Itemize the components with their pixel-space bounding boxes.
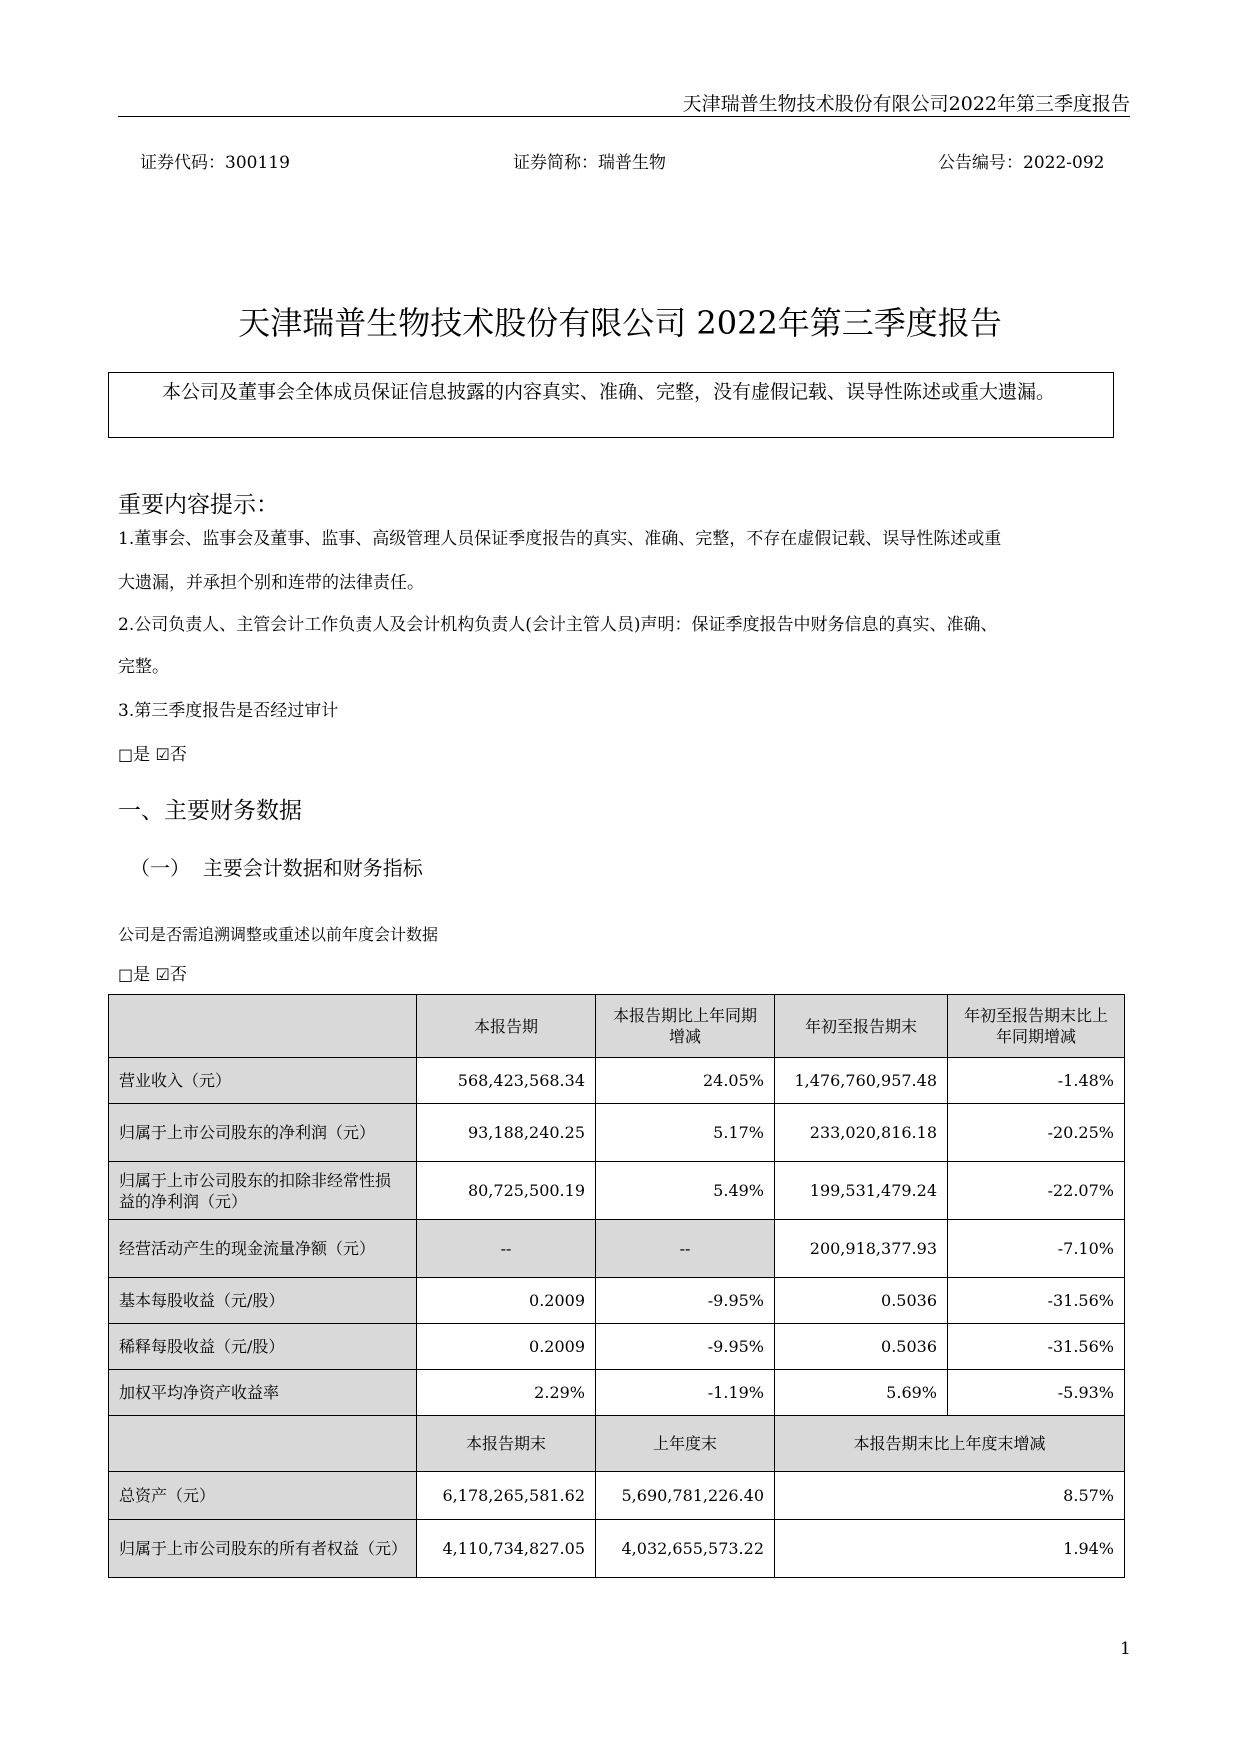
important-item-1-line-1: 1.董事会、监事会及董事、监事、高级管理人员保证季度报告的真实、准确、完整，不存在虚假记载、误导性陈述或重: [118, 529, 1002, 549]
table-row: [109, 1278, 1125, 1324]
financial-data-table: [108, 994, 1125, 1578]
board-notice: 本公司及董事会全体成员保证信息披露的内容真实、准确、完整，没有虚假记载、误导性陈述或重大遗漏。: [108, 372, 1114, 438]
table-cell: 1.94%: [775, 1520, 1125, 1578]
audit-yes-checkbox[interactable]: □: [118, 745, 134, 764]
table-cell: -31.56%: [948, 1278, 1125, 1324]
table-cell: -1.19%: [596, 1370, 775, 1416]
restate-yes-label: 是: [133, 965, 151, 985]
restate-no-label: 否: [169, 965, 187, 985]
table-cell: 93,188,240.25: [417, 1104, 596, 1162]
table-cell: -22.07%: [948, 1162, 1125, 1220]
table-cell: 4,032,655,573.22: [596, 1520, 775, 1578]
row-label: 经营活动产生的现金流量净额（元）: [109, 1220, 417, 1278]
table-row: [109, 1472, 1125, 1520]
table-cell: 199,531,479.24: [775, 1162, 948, 1220]
restate-options: [118, 964, 187, 986]
table-cell: 4,110,734,827.05: [417, 1520, 596, 1578]
report-title: 天津瑞普生物技术股份有限公司 2022年第三季度报告: [238, 304, 1002, 342]
restate-yes-checkbox[interactable]: □: [118, 965, 134, 984]
restate-no-checkbox[interactable]: ☑: [155, 965, 170, 984]
table-row: [109, 1324, 1125, 1370]
stock-abbreviation: 证券简称：瑞普生物: [513, 153, 666, 173]
table-header-cell: 本报告期: [417, 995, 596, 1058]
row-label: 基本每股收益（元/股）: [109, 1278, 417, 1324]
row-label: 营业收入（元）: [109, 1058, 417, 1104]
table-cell: 24.05%: [596, 1058, 775, 1104]
table-row: [109, 1520, 1125, 1578]
table-header-cell: 年初至报告期末比上年同期增减: [948, 995, 1125, 1058]
table-cell: 5.69%: [775, 1370, 948, 1416]
table-cell: --: [417, 1220, 596, 1278]
audit-no-label: 否: [169, 745, 187, 765]
table-cell: 2.29%: [417, 1370, 596, 1416]
table-cell: 568,423,568.34: [417, 1058, 596, 1104]
table-header-row-2: [109, 1416, 1125, 1472]
table-cell: 200,918,377.93: [775, 1220, 948, 1278]
table-cell: 80,725,500.19: [417, 1162, 596, 1220]
important-item-2-line-2: 完整。: [118, 657, 169, 677]
table-header-cell: 本报告期比上年同期增减: [596, 995, 775, 1058]
subsection-title: （一） 主要会计数据和财务指标: [130, 856, 423, 880]
page-number: 1: [1120, 1639, 1131, 1659]
table-cell: 5.17%: [596, 1104, 775, 1162]
section-title: 一、主要财务数据: [118, 798, 302, 824]
table-header-cell: 上年度末: [596, 1416, 775, 1472]
table-cell: -5.93%: [948, 1370, 1125, 1416]
row-label: 归属于上市公司股东的净利润（元）: [109, 1104, 417, 1162]
table-row: [109, 1104, 1125, 1162]
important-item-1-line-2: 大遗漏，并承担个别和连带的法律责任。: [118, 573, 424, 593]
audit-no-checkbox[interactable]: ☑: [155, 745, 170, 764]
table-cell: 0.2009: [417, 1324, 596, 1370]
table-cell: -9.95%: [596, 1324, 775, 1370]
announcement-number: 公告编号：2022-092: [938, 153, 1105, 173]
table-cell: 233,020,816.18: [775, 1104, 948, 1162]
restate-question: 公司是否需追溯调整或重述以前年度会计数据: [118, 925, 439, 944]
table-header-cell: [109, 1416, 417, 1472]
header-rule: [118, 116, 1130, 117]
table-cell: -7.10%: [948, 1220, 1125, 1278]
table-row: [109, 1058, 1125, 1104]
important-item-2-line-1: 2.公司负责人、主管会计工作负责人及会计机构负责人(会计主管人员)声明：保证季度报告中财务信息的真实、准确、: [118, 615, 998, 635]
table-cell: -20.25%: [948, 1104, 1125, 1162]
table-cell: 0.5036: [775, 1278, 948, 1324]
table-cell: 1,476,760,957.48: [775, 1058, 948, 1104]
table-cell: -9.95%: [596, 1278, 775, 1324]
table-cell: --: [596, 1220, 775, 1278]
important-heading: 重要内容提示：: [118, 492, 279, 518]
table-cell: 0.2009: [417, 1278, 596, 1324]
table-cell: 5.49%: [596, 1162, 775, 1220]
row-label: 归属于上市公司股东的所有者权益（元）: [109, 1520, 417, 1578]
table-row: [109, 1370, 1125, 1416]
important-item-3: 3.第三季度报告是否经过审计: [118, 701, 339, 721]
table-cell: -31.56%: [948, 1324, 1125, 1370]
stock-code: 证券代码：300119: [140, 153, 290, 173]
table-cell: 6,178,265,581.62: [417, 1472, 596, 1520]
table-cell: 0.5036: [775, 1324, 948, 1370]
table-row: [109, 1220, 1125, 1278]
running-header: 天津瑞普生物技术股份有限公司2022年第三季度报告: [682, 93, 1130, 115]
table-cell: 8.57%: [775, 1472, 1125, 1520]
row-label: 归属于上市公司股东的扣除非经常性损益的净利润（元）: [109, 1162, 417, 1220]
row-label: 总资产（元）: [109, 1472, 417, 1520]
table-header-cell: 年初至报告期末: [775, 995, 948, 1058]
table-cell: -1.48%: [948, 1058, 1125, 1104]
row-label: 加权平均净资产收益率: [109, 1370, 417, 1416]
table-header-cell: 本报告期末比上年度末增减: [775, 1416, 1125, 1472]
table-header-row: [109, 995, 1125, 1058]
audit-options: [118, 744, 187, 766]
table-cell: 5,690,781,226.40: [596, 1472, 775, 1520]
audit-yes-label: 是: [133, 745, 151, 765]
table-row: [109, 1162, 1125, 1220]
table-header-cell: [109, 995, 417, 1058]
row-label: 稀释每股收益（元/股）: [109, 1324, 417, 1370]
table-header-cell: 本报告期末: [417, 1416, 596, 1472]
